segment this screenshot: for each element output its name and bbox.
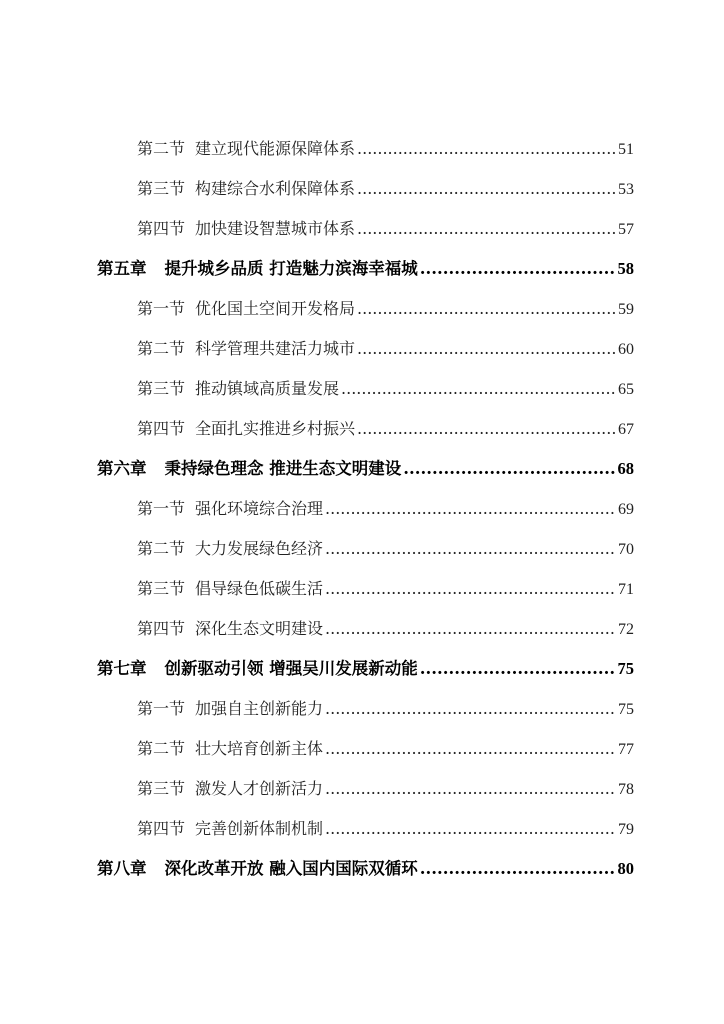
section-title: 优化国土空间开发格局 <box>195 299 356 318</box>
section-title: 加快建设智慧城市体系 <box>195 219 356 238</box>
chapter-number: 第五章 <box>97 259 147 278</box>
dot-leader <box>325 695 616 723</box>
toc-section-entry[interactable] <box>137 135 634 163</box>
dot-leader <box>357 215 616 243</box>
dot-leader <box>325 495 616 523</box>
section-title: 全面扎实推进乡村振兴 <box>195 419 356 438</box>
section-number: 第四节 <box>137 219 186 238</box>
toc-section-entry[interactable] <box>137 335 634 363</box>
page-number: 75 <box>617 659 634 678</box>
toc-section-entry[interactable] <box>137 575 634 603</box>
section-number: 第二节 <box>137 139 186 158</box>
page-number: 78 <box>618 781 634 798</box>
chapter-title: 深化改革开放 融入国内国际双循环 <box>164 859 418 878</box>
dot-leader <box>341 375 616 403</box>
toc-section-entry[interactable] <box>137 775 634 803</box>
dot-leader <box>357 175 616 203</box>
page-number: 59 <box>618 301 634 318</box>
toc-section-entry[interactable] <box>137 415 634 443</box>
toc-section-entry[interactable] <box>137 535 634 563</box>
dot-leader <box>325 815 616 843</box>
section-title: 深化生态文明建设 <box>195 619 324 638</box>
section-number: 第四节 <box>137 619 186 638</box>
toc-chapter-entry[interactable] <box>97 455 634 483</box>
page-number: 65 <box>618 381 634 398</box>
dot-leader <box>325 615 616 643</box>
toc-section-entry[interactable] <box>137 175 634 203</box>
dot-leader <box>325 535 616 563</box>
page-number: 68 <box>617 459 634 478</box>
page-number: 79 <box>618 821 634 838</box>
section-number: 第二节 <box>137 539 186 558</box>
section-title: 大力发展绿色经济 <box>195 539 324 558</box>
dot-leader <box>325 735 616 763</box>
toc-section-entry[interactable] <box>137 375 634 403</box>
toc-section-entry[interactable] <box>137 815 634 843</box>
section-title: 强化环境综合治理 <box>195 499 324 518</box>
section-number: 第二节 <box>137 339 186 358</box>
section-number: 第四节 <box>137 419 186 438</box>
section-title: 加强自主创新能力 <box>195 699 324 718</box>
section-title: 激发人才创新活力 <box>195 779 324 798</box>
section-number: 第三节 <box>137 579 186 598</box>
page-number: 77 <box>618 741 634 758</box>
section-title: 科学管理共建活力城市 <box>195 339 356 358</box>
section-title: 完善创新体制机制 <box>195 819 324 838</box>
page-number: 69 <box>618 501 634 518</box>
section-number: 第四节 <box>137 819 186 838</box>
toc-chapter-entry[interactable] <box>97 855 634 883</box>
chapter-title: 秉持绿色理念 推进生态文明建设 <box>164 459 402 478</box>
chapter-number: 第七章 <box>97 659 147 678</box>
section-number: 第三节 <box>137 379 186 398</box>
page-number: 53 <box>618 181 634 198</box>
page-number: 75 <box>618 701 634 718</box>
page-number: 72 <box>618 621 634 638</box>
dot-leader <box>357 415 616 443</box>
page-number: 51 <box>618 141 634 158</box>
dot-leader <box>357 335 616 363</box>
section-number: 第一节 <box>137 699 186 718</box>
dot-leader <box>325 575 616 603</box>
page-number: 57 <box>618 221 634 238</box>
dot-leader <box>420 255 616 283</box>
section-number: 第一节 <box>137 299 186 318</box>
toc-chapter-entry[interactable] <box>97 655 634 683</box>
section-title: 倡导绿色低碳生活 <box>195 579 324 598</box>
section-title: 推动镇域高质量发展 <box>195 379 340 398</box>
toc-section-entry[interactable] <box>137 615 634 643</box>
dot-leader <box>420 855 616 883</box>
page-number: 80 <box>617 859 634 878</box>
toc-section-entry[interactable] <box>137 295 634 323</box>
dot-leader <box>357 135 616 163</box>
section-number: 第二节 <box>137 739 186 758</box>
dot-leader <box>420 655 616 683</box>
page-number: 71 <box>618 581 634 598</box>
page-number: 70 <box>618 541 634 558</box>
page-number: 58 <box>617 259 634 278</box>
dot-leader <box>325 775 616 803</box>
section-number: 第三节 <box>137 179 186 198</box>
chapter-title: 提升城乡品质 打造魅力滨海幸福城 <box>164 259 418 278</box>
page-number: 67 <box>618 421 634 438</box>
toc-section-entry[interactable] <box>137 215 634 243</box>
section-number: 第一节 <box>137 499 186 518</box>
toc-chapter-entry[interactable] <box>97 255 634 283</box>
dot-leader <box>403 455 615 483</box>
section-title: 构建综合水利保障体系 <box>195 179 356 198</box>
page-number: 60 <box>618 341 634 358</box>
chapter-number: 第八章 <box>97 859 147 878</box>
toc-section-entry[interactable] <box>137 695 634 723</box>
toc-section-entry[interactable] <box>137 735 634 763</box>
section-title: 建立现代能源保障体系 <box>195 139 356 158</box>
chapter-number: 第六章 <box>97 459 147 478</box>
section-title: 壮大培育创新主体 <box>195 739 324 758</box>
toc-section-entry[interactable] <box>137 495 634 523</box>
section-number: 第三节 <box>137 779 186 798</box>
chapter-title: 创新驱动引领 增强吴川发展新动能 <box>164 659 418 678</box>
dot-leader <box>357 295 616 323</box>
